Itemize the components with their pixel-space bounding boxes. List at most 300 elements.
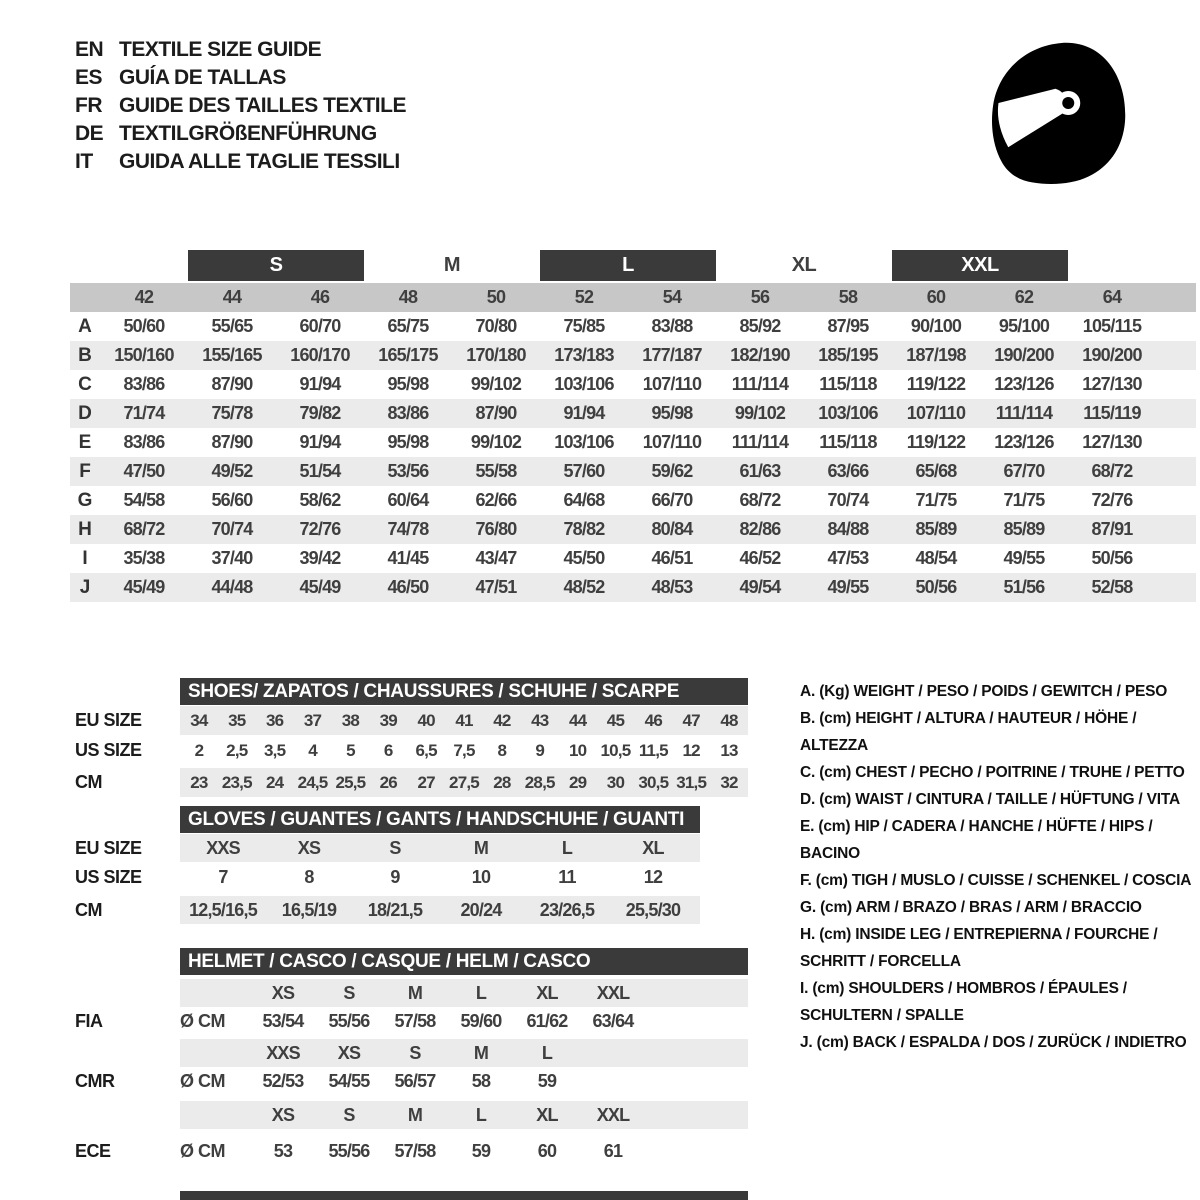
gloves-value: 25,5/30 [610, 896, 696, 924]
size-value: 127/130 [1082, 374, 1142, 394]
shoes-value: 23 [180, 768, 218, 797]
spacer [180, 1039, 250, 1067]
helmet-size-row [70, 1039, 748, 1067]
filler [646, 1101, 748, 1129]
helmet-size-value: 55/56 [328, 1140, 370, 1161]
helmet-size-value: 57/58 [394, 1140, 436, 1161]
filler [1156, 341, 1196, 370]
shoes-row [70, 736, 748, 765]
gloves-value: 7 [218, 866, 228, 887]
size-number: 60 [926, 287, 946, 307]
helmet-value-row [70, 1067, 748, 1095]
size-value: 75/85 [563, 316, 605, 336]
size-value: 59/62 [651, 461, 693, 481]
helmet-size-label: L [514, 1039, 580, 1067]
standard-label: CMR [75, 1070, 115, 1091]
row-key: I [82, 547, 88, 569]
size-value: 99/102 [470, 374, 522, 394]
gloves-value: XXS [180, 834, 266, 862]
shoes-value: 10 [568, 740, 587, 760]
size-value: 85/89 [1003, 519, 1045, 539]
size-value: 48/54 [915, 548, 957, 568]
size-value: 55/58 [475, 461, 517, 481]
shoes-value: 39 [369, 706, 407, 735]
helmet-size-label: S [382, 1039, 448, 1067]
shoes-value: 6,5 [415, 740, 437, 760]
size-table-row [70, 515, 1196, 544]
language-title: GUÍA DE TALLAS [119, 66, 286, 89]
size-number: 44 [222, 287, 242, 307]
gloves-row [70, 834, 700, 862]
legend-item: D. (cm) WAIST / CINTURA / TAILLE / HÜFTUNG / VITA [800, 791, 1180, 808]
size-value: 95/98 [387, 432, 429, 452]
size-value: 46/52 [739, 548, 781, 568]
shoes-value: 37 [294, 706, 332, 735]
size-value: 182/190 [730, 345, 790, 365]
size-value: 49/55 [1003, 548, 1045, 568]
shoes-value: 45 [597, 706, 635, 735]
helmet-size-label: XS [250, 979, 316, 1007]
helmet-size-value: 54/55 [328, 1070, 370, 1091]
row-label: EU SIZE [75, 710, 142, 730]
size-value: 46/51 [651, 548, 693, 568]
size-number-row [70, 283, 1196, 312]
size-value: 107/110 [906, 403, 966, 423]
filler [1156, 370, 1196, 399]
size-value: 155/165 [202, 345, 262, 365]
size-value: 99/102 [470, 432, 522, 452]
size-value: 83/86 [387, 403, 429, 423]
row-label: CM [75, 899, 102, 920]
filler [646, 1137, 748, 1165]
shoes-value: 9 [535, 740, 545, 760]
helmet-size-section [70, 948, 748, 1165]
size-value: 107/110 [642, 432, 702, 452]
size-value: 119/122 [906, 374, 966, 394]
language-title: TEXTILE SIZE GUIDE [119, 38, 322, 61]
size-value: 115/119 [1083, 403, 1141, 423]
size-number: 50 [486, 287, 506, 307]
filler [1156, 399, 1196, 428]
filler [1156, 283, 1196, 312]
gloves-value: XS [266, 834, 352, 862]
filler [646, 1067, 748, 1095]
shoes-value: 27,5 [445, 768, 483, 797]
size-value: 63/66 [827, 461, 869, 481]
language-title-list [75, 36, 406, 176]
visor-pivot-dot [1062, 97, 1074, 109]
size-number: 46 [310, 287, 330, 307]
gloves-value: XL [610, 834, 696, 862]
measurement-legend [800, 678, 1192, 1056]
row-key: E [78, 431, 92, 453]
size-value: 95/98 [387, 374, 429, 394]
size-value: 107/110 [642, 374, 702, 394]
shoes-value: 5 [346, 740, 355, 760]
size-value: 58/62 [299, 490, 341, 510]
size-value: 75/78 [211, 403, 253, 423]
gloves-value: 11 [558, 866, 576, 887]
gloves-value: 8 [304, 866, 314, 887]
language-code: IT [75, 150, 93, 173]
filler [580, 1067, 646, 1095]
language-code: EN [75, 38, 104, 61]
filler [696, 896, 700, 924]
size-value: 68/72 [1091, 461, 1133, 481]
gloves-value: M [438, 834, 524, 862]
helmet-size-value: 61 [603, 1140, 623, 1161]
size-value: 49/54 [739, 577, 781, 597]
size-value: 60/70 [299, 316, 341, 336]
helmet-size-value: 58 [471, 1070, 491, 1091]
shoes-value: 43 [521, 706, 559, 735]
gloves-row [70, 863, 700, 891]
gloves-value: 9 [390, 866, 400, 887]
filler [646, 979, 748, 1007]
row-key: H [78, 518, 92, 540]
textile-size-table [70, 250, 1196, 602]
gloves-value: 23/26,5 [524, 896, 610, 924]
shoes-value: 27 [407, 768, 445, 797]
filler [696, 834, 700, 862]
row-key: D [78, 402, 92, 424]
size-value: 76/80 [475, 519, 517, 539]
size-value: 51/54 [299, 461, 341, 481]
shoes-value: 4 [308, 740, 317, 760]
size-value: 45/49 [299, 577, 341, 597]
spacer [180, 979, 250, 1007]
legend-item: A. (Kg) WEIGHT / PESO / POIDS / GEWITCH / PESO [800, 683, 1168, 700]
size-value: 50/56 [1091, 548, 1133, 568]
size-value: 84/88 [827, 519, 869, 539]
size-value: 82/86 [739, 519, 781, 539]
size-value: 85/92 [739, 316, 781, 336]
cutoff-section-bar [180, 1191, 748, 1200]
size-number: 54 [662, 287, 682, 307]
filler [696, 863, 700, 891]
helmet-size-value: 53/54 [262, 1010, 304, 1031]
size-value: 56/60 [211, 490, 253, 510]
shoes-value: 31,5 [672, 768, 710, 797]
gloves-value: 20/24 [438, 896, 524, 924]
helmet-size-value: 55/56 [328, 1010, 370, 1031]
helmet-size-row [70, 1101, 748, 1129]
helmet-value-row [70, 1137, 748, 1165]
size-value: 160/170 [290, 345, 350, 365]
language-row [75, 64, 406, 92]
size-value: 170/180 [466, 345, 526, 365]
size-table-row [70, 428, 1196, 457]
helmet-size-label: XL [514, 1101, 580, 1129]
size-value: 55/65 [211, 316, 253, 336]
helmet-size-value: 59 [537, 1070, 557, 1091]
row-label: US SIZE [75, 740, 142, 760]
size-value: 91/94 [299, 374, 341, 394]
shoes-table-rows [70, 706, 748, 797]
shoes-value: 2,5 [226, 740, 248, 760]
size-value: 65/75 [387, 316, 429, 336]
filler [1156, 457, 1196, 486]
shoes-value: 32 [710, 768, 748, 797]
shoes-value: 13 [720, 740, 738, 760]
helmet-size-label: S [316, 979, 382, 1007]
shoes-value: 29 [559, 768, 597, 797]
size-value: 43/47 [475, 548, 517, 568]
size-value: 78/82 [563, 519, 605, 539]
helmet-size-value: 53 [273, 1140, 293, 1161]
size-value: 54/58 [123, 490, 165, 510]
gloves-size-section [70, 806, 700, 924]
size-value: 185/195 [818, 345, 878, 365]
shoes-value: 40 [407, 706, 445, 735]
spacer [70, 979, 180, 1007]
size-number: 64 [1102, 287, 1122, 307]
gloves-value: 12 [643, 866, 663, 887]
language-row [75, 92, 406, 120]
size-table-row [70, 573, 1196, 602]
helmet-size-label: L [448, 979, 514, 1007]
shoes-value: 35 [218, 706, 256, 735]
size-value: 46/50 [387, 577, 429, 597]
gloves-table-rows [70, 834, 700, 924]
size-value: 65/68 [915, 461, 957, 481]
shoes-value: 7,5 [453, 740, 475, 760]
size-group-row [70, 250, 1196, 281]
size-value: 39/42 [299, 548, 341, 568]
shoes-value: 46 [634, 706, 672, 735]
size-value: 165/175 [378, 345, 438, 365]
filler [646, 1007, 748, 1035]
size-value: 61/63 [739, 461, 781, 481]
size-value: 115/118 [819, 432, 877, 452]
helmet-size-label: XS [316, 1039, 382, 1067]
legend-item: C. (cm) CHEST / PECHO / POITRINE / TRUHE / PETTO [800, 764, 1185, 781]
size-value: 87/95 [827, 316, 869, 336]
size-value: 91/94 [563, 403, 605, 423]
helmet-size-label: L [448, 1101, 514, 1129]
shoes-value: 47 [672, 706, 710, 735]
helmet-size-value: 61/62 [526, 1010, 568, 1031]
shoes-value: 28 [483, 768, 521, 797]
helmet-size-label: XXL [580, 1101, 646, 1129]
size-value: 48/53 [651, 577, 693, 597]
size-number: 62 [1014, 287, 1034, 307]
size-value: 41/45 [387, 548, 429, 568]
size-value: 74/78 [387, 519, 429, 539]
spacer [70, 283, 100, 312]
gloves-row [70, 896, 700, 924]
helmet-section-title: HELMET / CASCO / CASQUE / HELM / CASCO [180, 948, 748, 975]
helmet-size-label: XS [250, 1101, 316, 1129]
helmet-size-value: 52/53 [262, 1070, 304, 1091]
size-value: 48/52 [563, 577, 605, 597]
size-value: 71/75 [915, 490, 957, 510]
gloves-section-title: GLOVES / GUANTES / GANTS / HANDSCHUHE / GUANTI [180, 806, 700, 833]
language-title: TEXTILGRÖßENFÜHRUNG [119, 122, 377, 145]
shoes-value: 24 [256, 768, 294, 797]
size-value: 71/74 [123, 403, 165, 423]
helmet-size-label: M [448, 1039, 514, 1067]
size-value: 115/118 [819, 374, 877, 394]
language-title: GUIDE DES TAILLES TEXTILE [119, 94, 406, 117]
language-code: ES [75, 66, 103, 89]
size-group-label: L [540, 250, 716, 281]
language-row [75, 148, 406, 176]
size-value: 177/187 [642, 345, 702, 365]
filler [1156, 428, 1196, 457]
size-value: 51/56 [1003, 577, 1045, 597]
shoes-value: 12 [682, 740, 700, 760]
shoes-value: 42 [483, 706, 521, 735]
shoes-value: 10,5 [600, 740, 631, 760]
row-label: EU SIZE [75, 837, 142, 858]
helmet-size-label: M [382, 979, 448, 1007]
size-value: 103/106 [818, 403, 878, 423]
row-label: CM [75, 772, 102, 792]
size-value: 103/106 [554, 432, 614, 452]
helmet-size-label: XXS [250, 1039, 316, 1067]
size-value: 85/89 [915, 519, 957, 539]
size-value: 70/74 [211, 519, 253, 539]
size-group-label: S [188, 250, 364, 281]
helmet-size-label: XXL [580, 979, 646, 1007]
size-table-row [70, 341, 1196, 370]
shoes-row [70, 768, 748, 797]
size-number: 56 [750, 287, 770, 307]
size-value: 111/114 [731, 432, 789, 452]
shoes-value: 2 [194, 740, 204, 760]
size-value: 50/56 [915, 577, 957, 597]
size-table-row [70, 544, 1196, 573]
size-value: 53/56 [387, 461, 429, 481]
size-value: 187/198 [906, 345, 966, 365]
size-group-label: XXL [892, 250, 1068, 281]
size-value: 105/115 [1082, 316, 1142, 336]
helmet-size-value: 56/57 [394, 1070, 436, 1091]
gloves-value: 18/21,5 [352, 896, 438, 924]
size-value: 95/98 [651, 403, 693, 423]
size-value: 45/50 [563, 548, 605, 568]
standard-label: ECE [75, 1140, 111, 1161]
size-value: 87/91 [1091, 519, 1133, 539]
helmet-size-value: 60 [537, 1140, 557, 1161]
row-key: C [78, 373, 92, 395]
shoes-size-section [70, 678, 748, 797]
legend-item: F. (cm) TIGH / MUSLO / CUISSE / SCHENKEL / COSCIA [800, 872, 1192, 889]
size-number: 42 [134, 287, 154, 307]
size-value: 71/75 [1003, 490, 1045, 510]
legend-item: E. (cm) HIP / CADERA / HANCHE / HÜFTE / HIPS / BACINO [800, 818, 1153, 862]
helmet-value-row [70, 1007, 748, 1035]
shoes-value: 26 [369, 768, 407, 797]
size-table-row [70, 486, 1196, 515]
legend-item: H. (cm) INSIDE LEG / ENTREPIERNA / FOURCHE / SCHRITT / FORCELLA [800, 926, 1158, 970]
shoes-value: 23,5 [218, 768, 256, 797]
diameter-unit-label: Ø CM [180, 1070, 225, 1091]
filler [1156, 573, 1196, 602]
size-value: 57/60 [563, 461, 605, 481]
language-row [75, 120, 406, 148]
helmet-table-rows [70, 979, 748, 1165]
size-value: 72/76 [299, 519, 341, 539]
shoes-value: 36 [256, 706, 294, 735]
size-value: 190/200 [1082, 345, 1142, 365]
standard-label: FIA [75, 1010, 103, 1031]
size-value: 83/86 [123, 374, 165, 394]
size-number: 48 [398, 287, 418, 307]
size-value: 62/66 [475, 490, 517, 510]
helmet-size-value: 59 [471, 1140, 491, 1161]
gloves-value: L [524, 834, 610, 862]
size-value: 80/84 [651, 519, 693, 539]
size-value: 44/48 [211, 577, 253, 597]
shoes-value: 24,5 [294, 768, 332, 797]
gloves-value: 10 [471, 866, 491, 887]
row-key: G [77, 489, 93, 511]
helmet-size-value: 59/60 [460, 1010, 502, 1031]
gloves-value: S [352, 834, 438, 862]
helmet-size-label: S [316, 1101, 382, 1129]
helmet-size-row [70, 979, 748, 1007]
language-title: GUIDA ALLE TAGLIE TESSILI [119, 150, 400, 173]
helmet-size-value: 63/64 [592, 1010, 634, 1031]
size-value: 49/55 [827, 577, 869, 597]
language-code: FR [75, 94, 102, 117]
size-value: 35/38 [123, 548, 165, 568]
size-value: 103/106 [554, 374, 614, 394]
filler [1156, 515, 1196, 544]
size-value: 47/50 [123, 461, 165, 481]
size-table-row [70, 457, 1196, 486]
shoes-value: 25,5 [331, 768, 369, 797]
shoes-value: 3,5 [264, 740, 286, 760]
helmet-size-label: M [382, 1101, 448, 1129]
size-value: 49/52 [211, 461, 253, 481]
row-key: A [78, 315, 92, 337]
size-value: 111/114 [731, 374, 789, 394]
size-value: 50/60 [123, 316, 165, 336]
size-value: 70/74 [827, 490, 869, 510]
size-table-row [70, 312, 1196, 341]
shoes-section-title: SHOES/ ZAPATOS / CHAUSSURES / SCHUHE / SCARPE [180, 678, 748, 705]
size-value: 83/86 [123, 432, 165, 452]
size-value: 52/58 [1091, 577, 1133, 597]
shoes-value: 28,5 [521, 768, 559, 797]
size-table-row [70, 399, 1196, 428]
size-value: 91/94 [299, 432, 341, 452]
row-key: F [79, 460, 91, 482]
filler [580, 1039, 646, 1067]
legend-item: J. (cm) BACK / ESPALDA / DOS / ZURÜCK / INDIETRO [800, 1034, 1187, 1051]
gloves-value: 12,5/16,5 [180, 896, 266, 924]
size-value: 87/90 [211, 374, 253, 394]
gloves-value: 16,5/19 [266, 896, 352, 924]
language-row [75, 36, 406, 64]
filler [1156, 544, 1196, 573]
helmet-size-value: 57/58 [394, 1010, 436, 1031]
size-value: 47/51 [475, 577, 517, 597]
helmet-icon [982, 36, 1132, 188]
row-label: US SIZE [75, 866, 142, 887]
row-key: B [78, 344, 92, 366]
size-value: 79/82 [299, 403, 341, 423]
size-value: 83/88 [651, 316, 693, 336]
shoes-value: 30,5 [634, 768, 672, 797]
shoes-value: 34 [180, 706, 218, 735]
shoes-value: 48 [710, 706, 748, 735]
legend-item: G. (cm) ARM / BRAZO / BRAS / ARM / BRACCIO [800, 899, 1142, 916]
size-value: 66/70 [651, 490, 693, 510]
